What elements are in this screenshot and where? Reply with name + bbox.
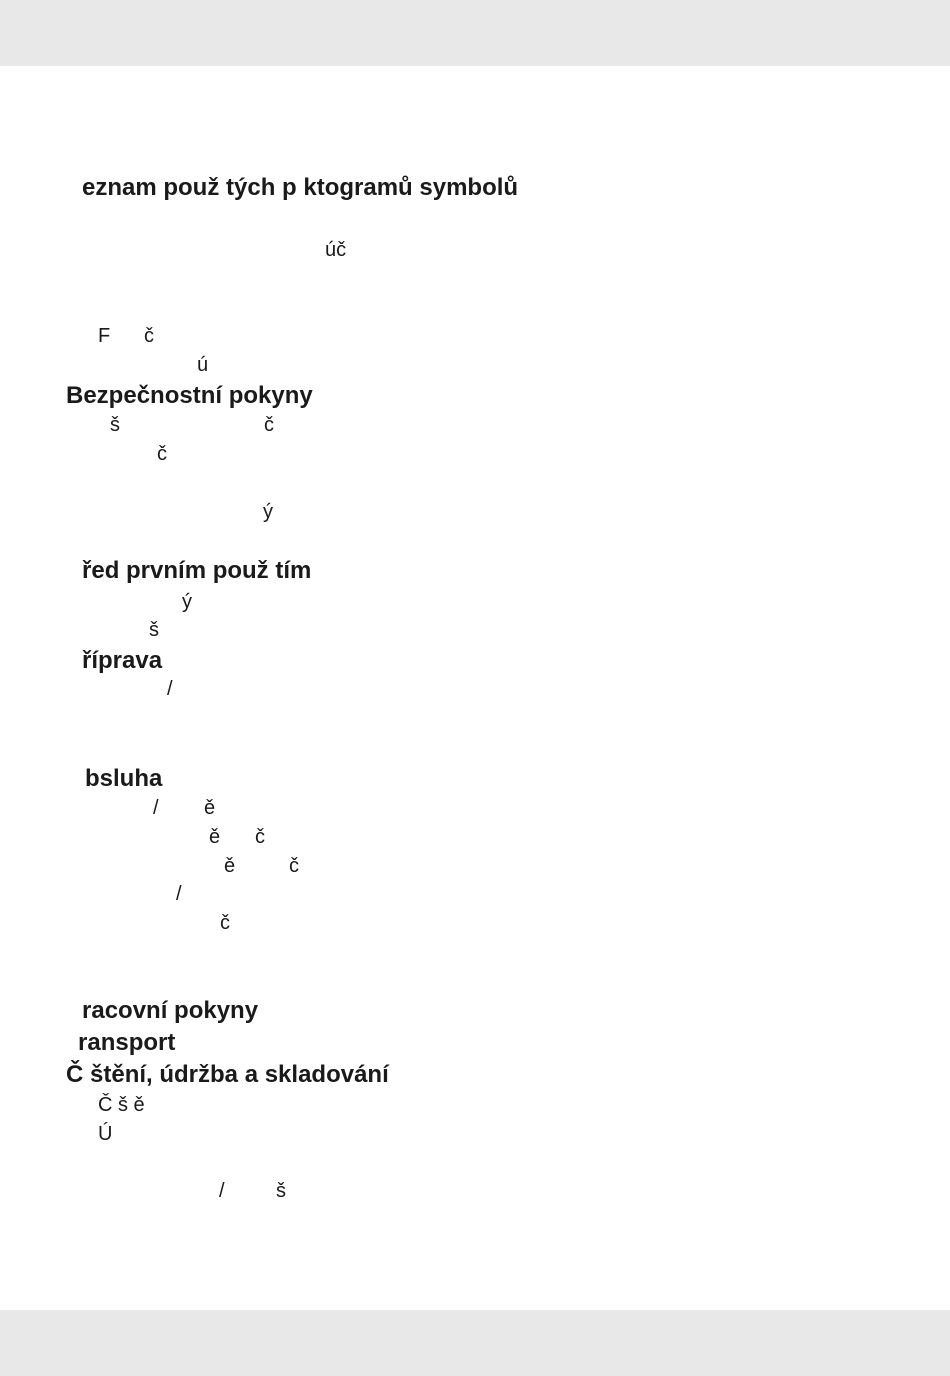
fragment: Ú [98, 1123, 113, 1145]
fragment: / [176, 883, 182, 905]
fragment: ý [182, 591, 192, 613]
fragment: F [98, 325, 111, 347]
heading-pictograms: eznam použ tých p ktogramů symbolů [82, 174, 519, 201]
fragment: / [167, 678, 173, 700]
fragment: úč [325, 239, 347, 261]
heading-transport: ransport [78, 1029, 176, 1056]
fragment: č [289, 855, 299, 877]
fragment: č [255, 826, 265, 848]
heading-before-first-use: řed prvním použ tím [82, 557, 312, 584]
fragment: ý [263, 501, 273, 523]
fragment: ě [204, 797, 216, 819]
fragment: / [153, 797, 159, 819]
heading-operation: bsluha [85, 765, 163, 792]
fragment: ě [209, 826, 221, 848]
fragment: č [220, 912, 230, 934]
top-band [0, 0, 950, 66]
heading-work-instructions: racovní pokyny [82, 997, 259, 1024]
fragment: ě [224, 855, 236, 877]
fragment: č [264, 414, 274, 436]
fragment: / [219, 1180, 225, 1202]
fragment: č [144, 325, 154, 347]
bottom-band [0, 1310, 950, 1376]
fragment: ú [197, 354, 209, 376]
fragment: Č š ě [98, 1094, 145, 1116]
fragment: š [149, 619, 159, 641]
heading-cleaning: Č štění, údržba a skladování [66, 1061, 389, 1088]
fragment: š [110, 414, 120, 436]
fragment: č [157, 443, 167, 465]
heading-safety: Bezpečnostní pokyny [66, 382, 313, 409]
fragment: š [276, 1180, 286, 1202]
heading-preparation: říprava [82, 647, 163, 674]
